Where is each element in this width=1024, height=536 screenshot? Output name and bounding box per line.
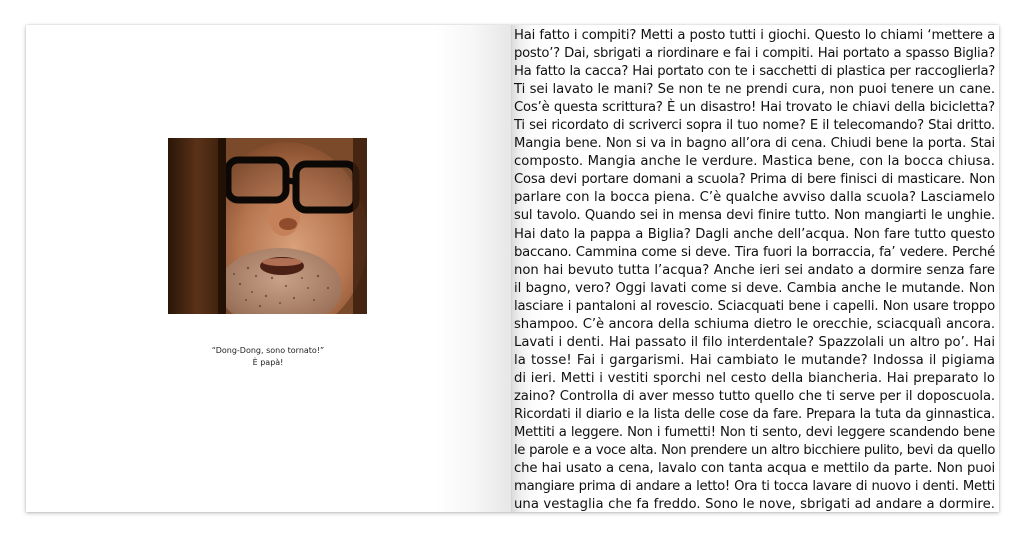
text-line: zaino? Controlla di aver messo tutto quello che ti serve per il doposcuola. xyxy=(514,388,995,404)
text-line: di ieri. Metti i vestiti sporchi nel cesto della biancheria. Hai preparato lo xyxy=(514,370,995,386)
text-line: Mettiti a leggere. Non i fumetti! Non ti sento, devi leggere scandendo bene xyxy=(514,425,995,441)
text-line: Hai fatto i compiti? Metti a posto tutti i giochi. Questo lo chiami ‘mettere a xyxy=(514,28,995,43)
photo-face-with-glasses xyxy=(168,138,367,314)
text-line: lasciare i pantaloni al rovescio. Sciacquati bene i capelli. Non usare troppo xyxy=(514,298,995,314)
left-page xyxy=(26,25,512,512)
text-line: Cos’è questa scrittura? È un disastro! Hai trovato le chiavi della bicicletta? xyxy=(514,100,995,116)
text-line: Hai dato la pappa a Biglia? Dagli anche dell’acqua. Non fare tutto questo xyxy=(514,226,995,242)
text-line: che hai usato a cena, lavalo con tanta acqua e mettilo da parte. Non puoi xyxy=(514,461,995,477)
open-book-spread xyxy=(26,25,999,512)
caption-line-1: “Dong-Dong, sono tornato!” xyxy=(211,346,325,355)
text-line: Lavati i denti. Hai passato il filo interdentale? Spazzolali un altro po’. Hai xyxy=(514,334,995,350)
photo-caption xyxy=(126,345,410,369)
text-line: sul tavolo. Quando sei in mensa devi finire tutto. Non mangiarti le unghie. xyxy=(514,208,995,224)
text-line: posto’? Dai, sbrigati a riordinare e fai i compiti. Hai portato a spasso Biglia? xyxy=(514,46,995,62)
text-line: Ti sei lavato le mani? Se non te ne prendi cura, non puoi tenere un cane. xyxy=(514,82,995,98)
text-line: composto. Mangia anche le verdure. Mastica bene, con la bocca chiusa. xyxy=(514,154,995,170)
text-line: non hai bevuto tutta l’acqua? Anche ieri sei andato a dormire senza fare xyxy=(514,262,995,278)
text-line: Mangia bene. Non si va in bagno all’ora di cena. Chiudi bene la porta. Stai xyxy=(514,136,995,152)
text-line: Ha fatto la cacca? Hai portato con te i sacchetti di plastica per raccoglierla? xyxy=(514,64,995,80)
text-line: parlare con la bocca piena. C’è qualche avviso dalla scuola? Lasciamelo xyxy=(514,190,995,206)
text-line: una vestaglia che fa freddo. Sono le nove, sbrigati ad andare a dormire. xyxy=(514,497,995,513)
text-line: baccano. Cammina come si deve. Tira fuori la borraccia, fa’ vedere. Perché xyxy=(514,244,995,260)
body-text xyxy=(514,27,995,514)
text-line: shampoo. C’è ancora della schiuma dietro le orecchie, sciacqualì ancora. xyxy=(514,316,995,332)
text-line: Ricordati il diario e la lista delle cose da fare. Prepara la tuta da ginnastica. xyxy=(514,406,995,422)
text-line: le parole e a voce alta. Non prendere un altro bicchiere pulito, bevi da quello xyxy=(514,443,995,459)
text-line: Ti sei ricordato di scriverci sopra il tuo nome? E il telecomando? Stai dritto. xyxy=(514,118,995,134)
caption-line-2: È papà! xyxy=(252,358,284,367)
text-line: Cosa devi portare domani a scuola? Prima di bere finisci di masticare. Non xyxy=(514,172,995,188)
text-line: il bagno, vero? Oggi lavati come si deve. Cambia anche le mutande. Non xyxy=(514,280,995,296)
photo-illustration xyxy=(168,138,367,314)
text-line: la tosse! Fai i gargarismi. Hai cambiato le mutande? Indossa il pigiama xyxy=(514,352,995,368)
text-line: mangiare prima di andare a letto! Ora ti tocca lavare di nuovo i denti. Metti xyxy=(514,479,995,495)
